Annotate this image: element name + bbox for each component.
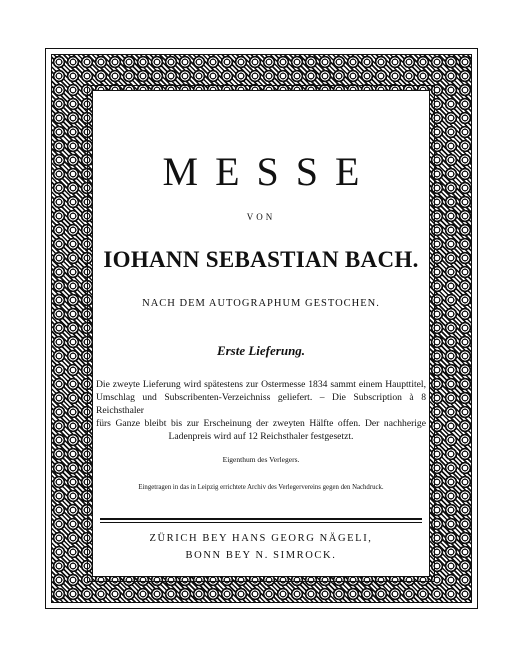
notice-line: Die zweyte Lieferung wird spätestens zur Ostermesse 1834 sammt einem Haupttitel, [96, 379, 426, 390]
divider-thin [100, 522, 422, 523]
publisher-line: ZÜRICH BEY HANS GEORG NÄGELI, [149, 533, 373, 544]
ownership-note: Eigenthum des Verlegers. [222, 455, 300, 464]
notice-line: Umschlag und Subscribenten-Verzeichniss geliefert. – Die Subscription à 8 Reichsthaler [96, 392, 426, 416]
subscription-notice [96, 378, 426, 443]
edition-subtitle: NACH DEM AUTOGRAPHUM GESTOCHEN. [142, 298, 380, 309]
notice-line: Ladenpreis wird auf 12 Reichsthaler festgesetzt. [168, 431, 354, 442]
composer-name: IOHANN SEBASTIAN BACH. [103, 247, 419, 272]
registration-note: Eingetragen in das in Leipzig errichtete Archiv des Verlegervereins gegen den Nachdruck. [138, 484, 384, 491]
work-title: MESSE [162, 149, 377, 194]
divider-thick [100, 518, 422, 520]
installment-label: Erste Lieferung. [216, 343, 306, 358]
by-label: VON [246, 212, 276, 222]
notice-line: fürs Ganze bleibt bis zur Erscheinung der zweyten Hälfte offen. Der nachherige [96, 418, 426, 429]
publisher-line: BONN BEY N. SIMROCK. [185, 550, 337, 561]
